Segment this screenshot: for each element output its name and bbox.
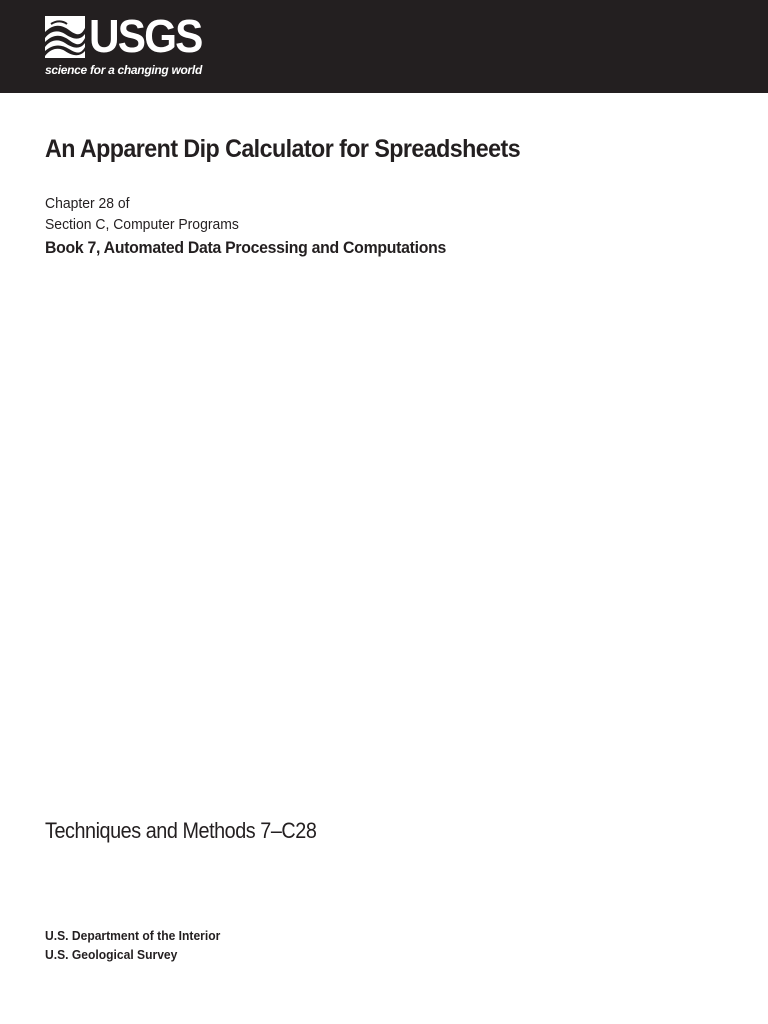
section-line: Section C, Computer Programs	[45, 216, 239, 233]
logo-tagline: science for a changing world	[45, 63, 202, 77]
header-band	[0, 0, 768, 93]
usgs-wave-icon	[45, 16, 85, 58]
usgs-logo	[45, 10, 215, 80]
book-line: Book 7, Automated Data Processing and Computations	[45, 238, 446, 257]
department-name: U.S. Department of the Interior	[45, 928, 221, 943]
report-title: An Apparent Dip Calculator for Spreadsheets	[45, 135, 521, 163]
logo-wordmark: USGS	[89, 10, 202, 62]
agency-name: U.S. Geological Survey	[45, 947, 178, 962]
chapter-line: Chapter 28 of	[45, 195, 130, 212]
series-number: Techniques and Methods 7–C28	[45, 818, 317, 843]
